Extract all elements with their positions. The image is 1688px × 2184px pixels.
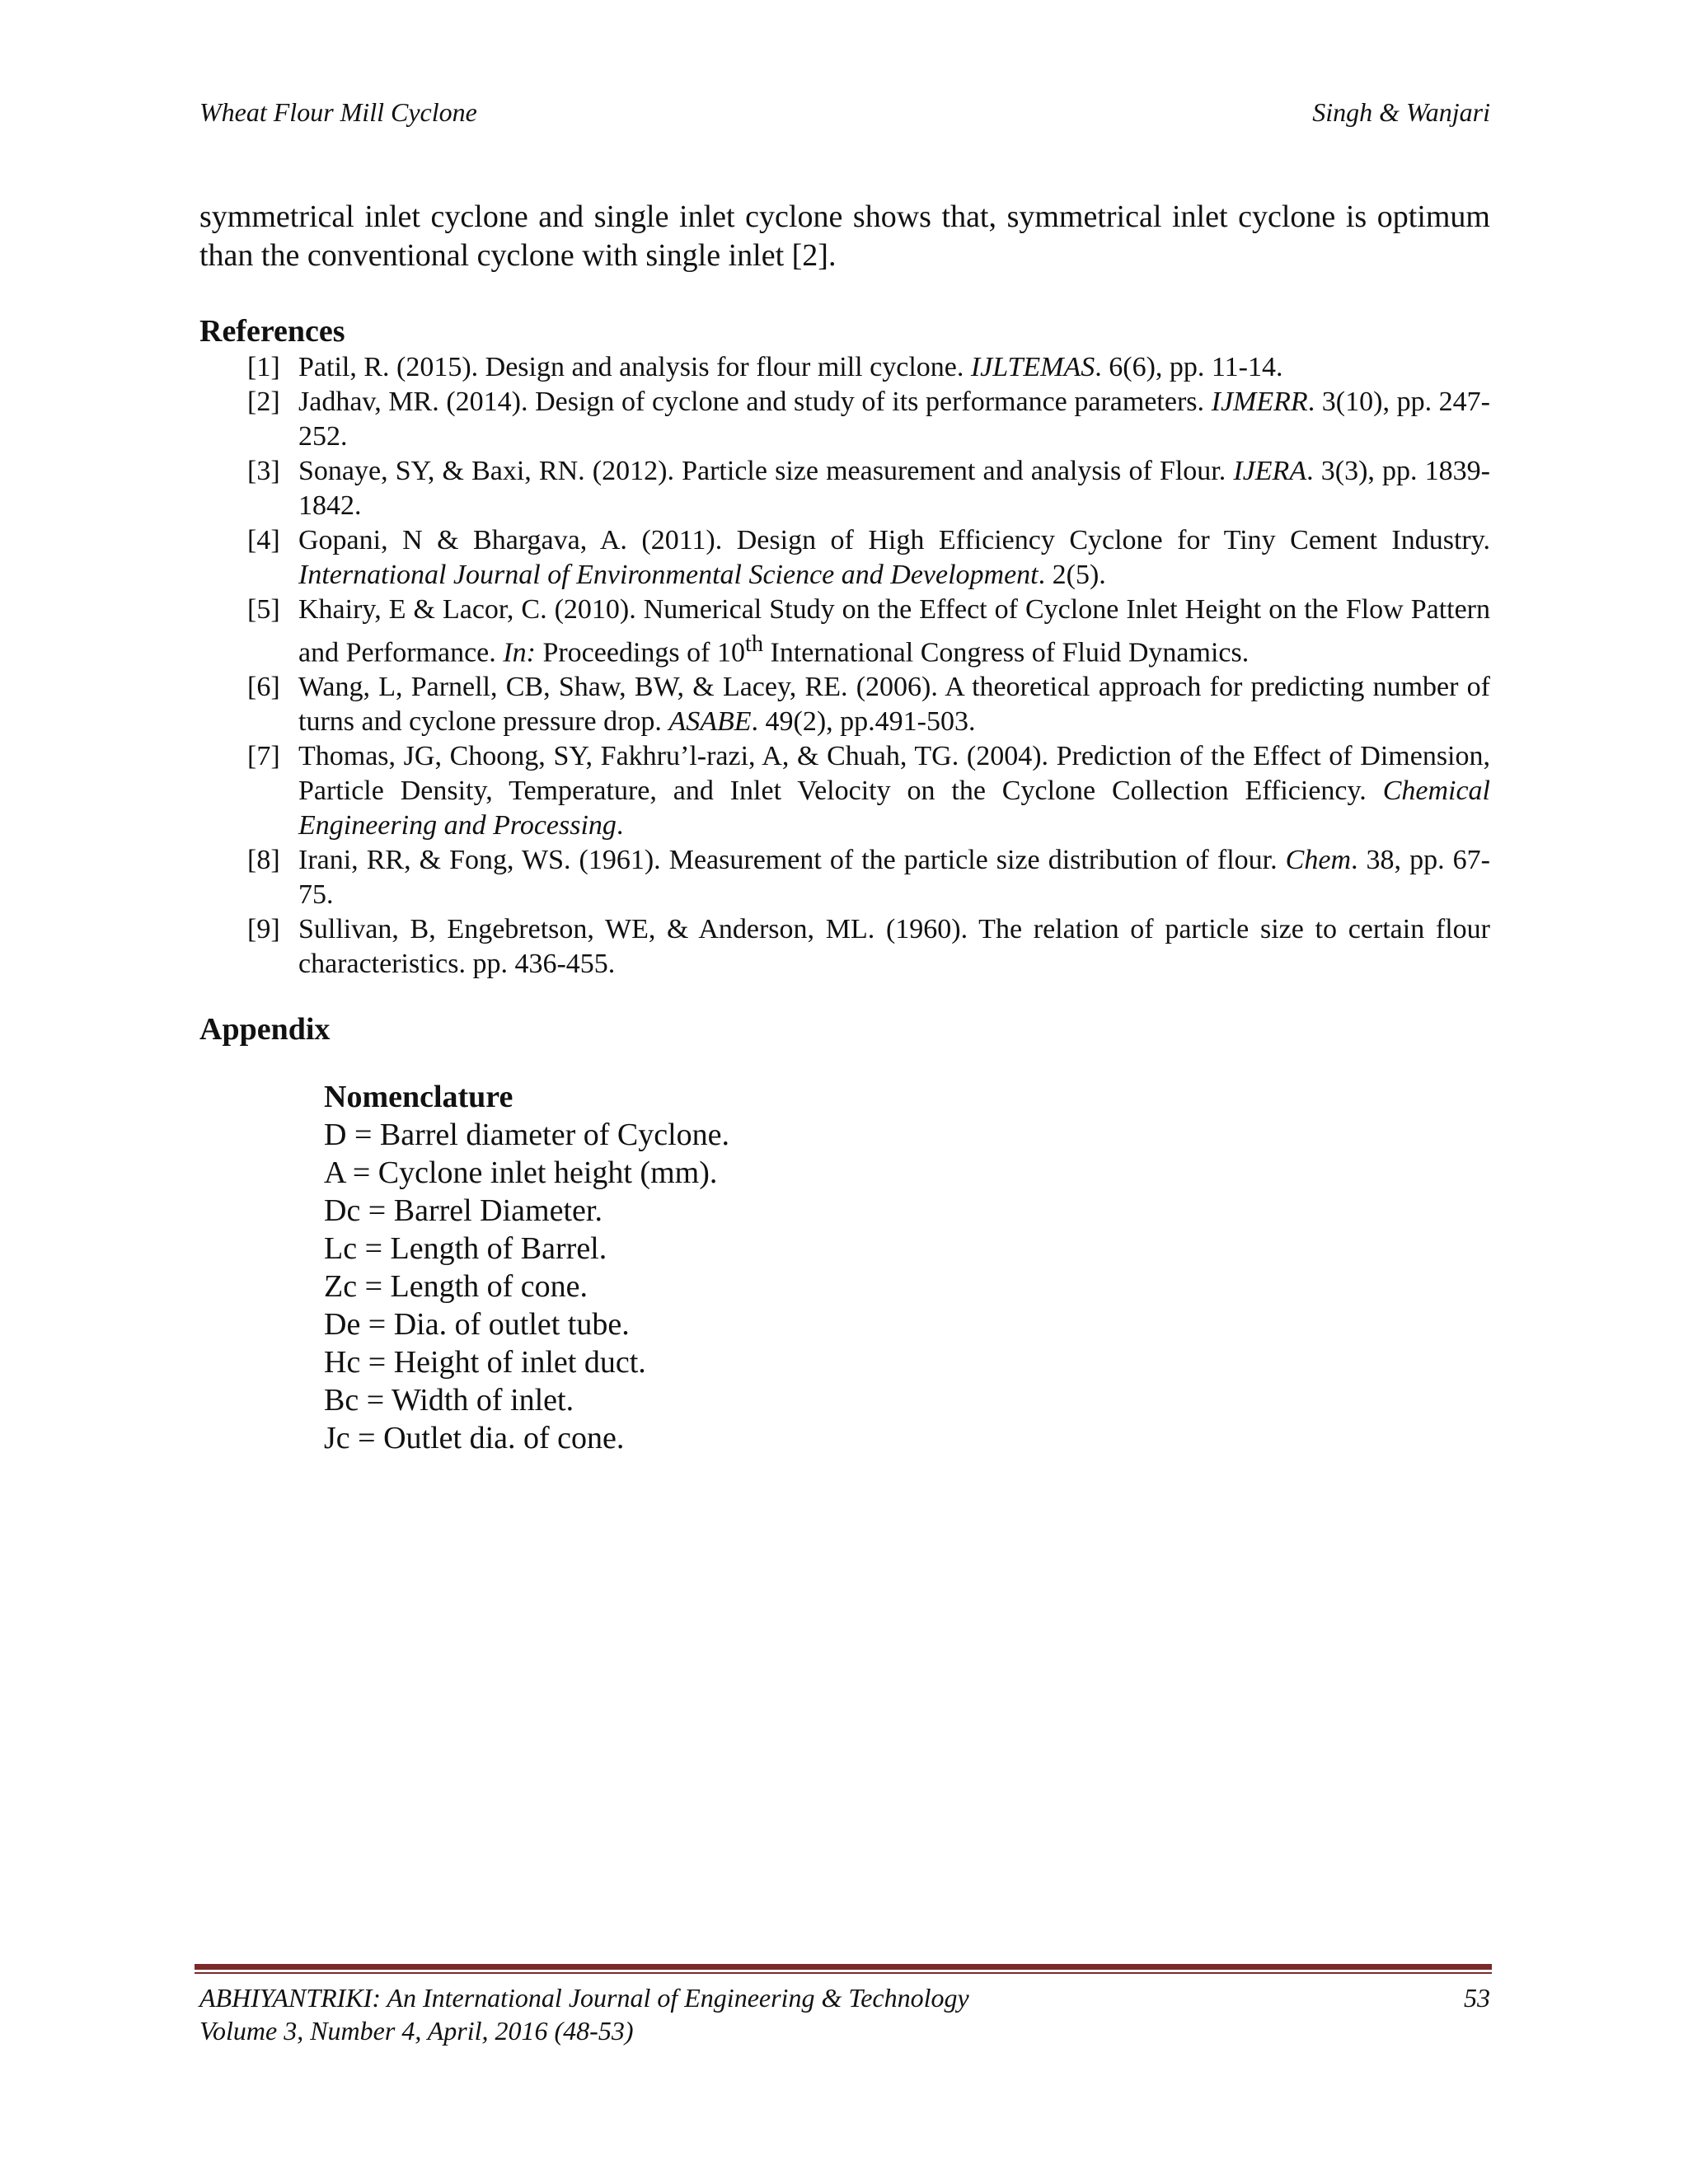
page-footer [199, 1981, 1490, 2047]
nomenclature-list [324, 1116, 1313, 1457]
reference-journal: Chemical Engineering and Processing [298, 776, 1490, 841]
reference-journal: ASABE [668, 706, 752, 738]
reference-item [247, 385, 1490, 454]
nomenclature-item: Bc = Width of inlet. [324, 1383, 574, 1418]
reference-text: Gopani, N & Bhargava, A. (2011). Design of High Efficiency Cyclone for Tiny Cement Industry. International Journal of Environmental Science and Development. 2(5). [298, 525, 1490, 590]
reference-text: Thomas, JG, Choong, SY, Fakhru’l-razi, A, & Chuah, TG. (2004). Prediction of the Effect of Dimension, Particle Density, Temperature, and Inlet Velocity on the Cyclone Collection Efficiency. Chemical Engineering and Processing. [298, 741, 1490, 841]
reference-item [247, 454, 1490, 523]
footer-divider [195, 1964, 1492, 1974]
page-number: 53 [1464, 1983, 1490, 2013]
reference-journal: IJMERR [1211, 387, 1308, 417]
reference-text: Sullivan, B, Engebretson, WE, & Anderson, ML. (1960). The relation of particle size to certain flour characteristics. pp. 436-455. [298, 914, 1490, 980]
nomenclature-item: Jc = Outlet dia. of cone. [324, 1421, 625, 1455]
reference-number: [6] [247, 672, 280, 703]
reference-number: [9] [247, 914, 280, 945]
footer-journal-name: ABHIYANTRIKI: An International Journal of Engineering & Technology [199, 1983, 969, 2013]
nomenclature-item: Lc = Length of Barrel. [324, 1231, 607, 1266]
intro-paragraph: symmetrical inlet cyclone and single inlet cyclone shows that, symmetrical inlet cyclone is optimum than the conventional cyclone with single inlet [2]. [199, 199, 1490, 273]
reference-item [247, 593, 1490, 670]
nomenclature-item: A = Cyclone inlet height (mm). [324, 1155, 718, 1190]
nomenclature-item: D = Barrel diameter of Cyclone. [324, 1118, 730, 1152]
reference-journal: Chem [1285, 845, 1351, 876]
nomenclature-item: Dc = Barrel Diameter. [324, 1193, 603, 1228]
footer-volume-info: Volume 3, Number 4, April, 2016 (48-53) [199, 2016, 634, 2046]
reference-item [247, 739, 1490, 843]
reference-text: Sonaye, SY, & Baxi, RN. (2012). Particle size measurement and analysis of Flour. IJERA. 3(3), pp. 1839-1842. [298, 456, 1491, 521]
reference-number: [3] [247, 456, 280, 486]
references-heading: References [199, 314, 345, 349]
reference-item [247, 912, 1490, 982]
footer-rule-thick [195, 1964, 1492, 1970]
reference-number: [1] [247, 352, 280, 382]
running-header [199, 97, 1490, 128]
reference-item [247, 523, 1490, 593]
reference-number: [8] [247, 845, 280, 876]
reference-journal: In: [503, 637, 536, 668]
reference-list [247, 350, 1490, 982]
reference-text: Irani, RR, & Fong, WS. (1961). Measurement of the particle size distribution of flour. Chem. 38, pp. 67-75. [298, 845, 1490, 911]
reference-text: Patil, R. (2015). Design and analysis for flour mill cyclone. IJLTEMAS. 6(6), pp. 11-14. [298, 352, 1283, 382]
reference-number: [7] [247, 741, 280, 772]
nomenclature-item: De = Dia. of outlet tube. [324, 1307, 630, 1342]
reference-number: [2] [247, 387, 280, 417]
reference-text: Jadhav, MR. (2014). Design of cyclone and study of its performance parameters. IJMERR. 3(10), pp. 247-252. [298, 387, 1491, 452]
reference-number: [5] [247, 594, 280, 625]
footer-rule-thin [195, 1972, 1492, 1974]
reference-item [247, 843, 1490, 912]
nomenclature-item: Hc = Height of inlet duct. [324, 1345, 646, 1380]
nomenclature-item: Zc = Length of cone. [324, 1269, 588, 1304]
running-authors: Singh & Wanjari [1312, 97, 1490, 127]
appendix-heading: Appendix [199, 1012, 331, 1047]
reference-journal: IJLTEMAS [970, 352, 1095, 382]
reference-item [247, 350, 1490, 385]
reference-journal: IJERA [1233, 456, 1307, 486]
reference-text: Khairy, E & Lacor, C. (2010). Numerical Study on the Effect of Cyclone Inlet Height on the Flow Pattern and Performance. In: Proceedings of 10th International Congress of Fluid Dynamics. [298, 594, 1490, 668]
reference-text: Wang, L, Parnell, CB, Shaw, BW, & Lacey, RE. (2006). A theoretical approach for predicting number of turns and cyclone pressure drop. ASABE. 49(2), pp.491-503. [298, 672, 1490, 738]
nomenclature-title: Nomenclature [324, 1080, 513, 1114]
running-title: Wheat Flour Mill Cyclone [199, 97, 477, 127]
nomenclature-block [324, 1078, 1313, 1457]
reference-item [247, 670, 1490, 739]
reference-journal: International Journal of Environmental Science and Development [298, 560, 1039, 590]
reference-number: [4] [247, 525, 280, 555]
